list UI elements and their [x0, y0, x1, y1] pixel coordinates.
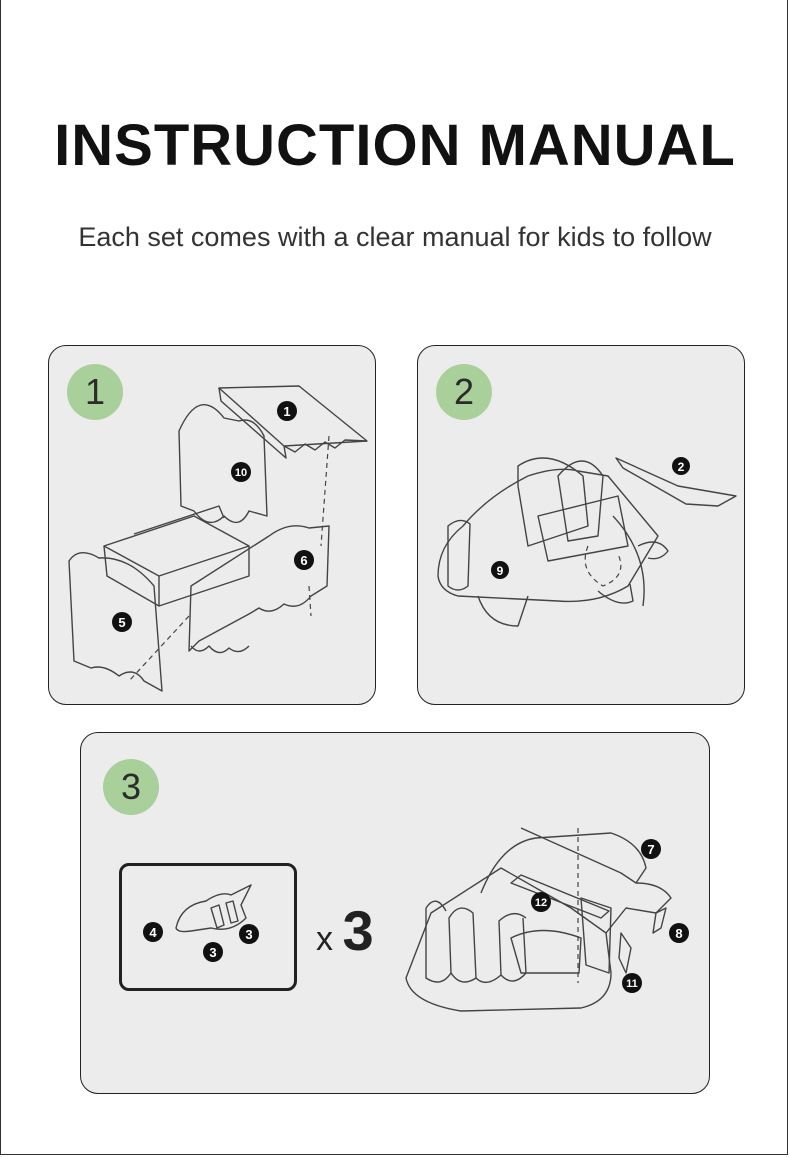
- step-1-panel: [48, 345, 376, 705]
- svg-text:8: 8: [675, 926, 683, 941]
- svg-text:9: 9: [496, 564, 504, 578]
- step-1-badge: 1: [67, 364, 123, 420]
- svg-text:2: 2: [677, 460, 685, 474]
- step-2-panel: [417, 345, 745, 705]
- svg-text:7: 7: [647, 842, 655, 857]
- step-3-badge: 3: [103, 759, 159, 815]
- page-subtitle: Each set comes with a clear manual for kids to follow: [78, 222, 712, 252]
- svg-text:3: 3: [245, 927, 253, 942]
- step-3-panel: [80, 732, 710, 1094]
- multiplier-x: x: [316, 920, 333, 958]
- svg-text:4: 4: [149, 925, 157, 940]
- multiplier-number: 3: [342, 899, 374, 962]
- svg-text:11: 11: [626, 978, 638, 990]
- multiplier-label: [316, 898, 374, 963]
- page-title: INSTRUCTION MANUAL: [54, 113, 736, 178]
- svg-text:10: 10: [234, 467, 248, 479]
- step-2-badge: 2: [436, 364, 492, 420]
- svg-text:1: 1: [283, 404, 291, 419]
- svg-text:3: 3: [209, 945, 217, 960]
- step-3-diagram: [81, 733, 710, 1094]
- svg-text:12: 12: [534, 897, 548, 909]
- svg-text:6: 6: [300, 553, 308, 568]
- svg-text:5: 5: [118, 615, 126, 630]
